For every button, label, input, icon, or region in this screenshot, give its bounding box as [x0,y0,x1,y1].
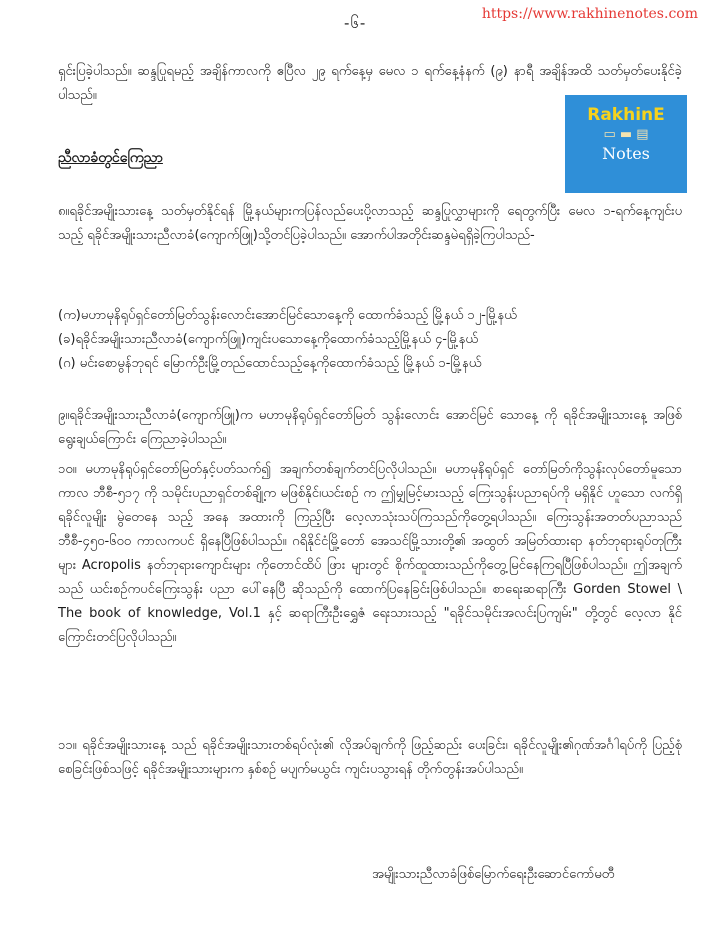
vote-list-item: (ခ)ရခိုင်အမျိုးသားညီလာခံ(ကျောက်ဖြူ)ကျင်းပသောနေ့ကိုထောက်ခံသည့်မြို့နယ် ၄-မြို့နယ် [58,332,478,347]
paragraph-9: ၉။ရခိုင်အမျိုးသားညီလာခံ(ကျောက်ဖြူ)က မဟာမုနိရုပ်ရှင်တော်မြတ် သွန်းလောင်း အောင်မြင် သောနေ့ ကို ရခိုင်အမျိုးသားနေ့ အဖြစ် ရွေးချယ်ကြောင်း ကြေညာခဲ့ပါသည်။ [58,408,682,447]
source-url-link[interactable]: https://www.rakhinenotes.com [481,6,698,22]
paragraph-11: ၁၁။ ရခိုင်အမျိုးသားနေ့ သည် ရခိုင်အမျိုးသားတစ်ရပ်လုံး၏ လိုအပ်ချက်ကို ဖြည့်ဆည်း ပေးခြင်း၊ ရခိုင်လူမျိုး၏ဂုဏ်အင်္ဂါရပ်ကို ပြည့်စုံစေခြင်းဖြစ်သဖြင့် ရခိုင်အမျိုးသားများက နှစ်စဉ် မပျက်မယွင်း ကျင်းပသွားရန် တိုက်တွန်းအပ်ပါသည်။ [58,738,682,777]
books-icon: ▭ ▬ ▤ [603,127,649,142]
section-heading: ညီလာခံတွင်ကြေညာ [58,150,163,166]
paragraph-8: ၈။ရခိုင်အမျိုးသားနေ့ သတ်မှတ်နိုင်ရန် မြို့နယ်များကပြန်လည်ပေးပို့လာသည့် ဆန္ဒပြုလွှာများကို ရေတွက်ပြီး မေလ ၁-ရက်နေ့ကျင်းပသည့် ရခိုင်အမျိုးသားညီလာခံ(ကျောက်ဖြူ)သို့တင်ပြခဲ့ပါသည်။ အောက်ပါအတိုင်းဆန္ဒမဲရရှိခဲ့ကြပါသည်- [58,204,682,243]
vote-list [58,304,682,376]
vote-list-item: (က)မဟာမုနိရုပ်ရှင်တော်မြတ်သွန်းလောင်းအောင်မြင်သောနေ့ကို ထောက်ခံသည့် မြို့နယ် ၁၂-မြို့နယ် [58,308,517,323]
page-number: -၆- [344,14,367,32]
rakhine-notes-logo [565,95,687,193]
intro-paragraph: ရှင်းပြခဲ့ပါသည်။ ဆန္ဒပြုရမည့် အချိန်ကာလကို ဧပြီလ ၂၉ ရက်နေ့မှ မေလ ၁ ရက်နေ့နံနက် (၉) နာရီ အချိန်အထိ သတ်မှတ်ပေးနိုင်ခဲ့ပါသည်။ [58,64,682,103]
paragraph-10: ၁၀။ မဟာမုနိရုပ်ရှင်တော်မြတ်နှင့်ပတ်သက်၍ အချက်တစ်ချက်တင်ပြလိုပါသည်။ မဟာမုနိရုပ်ရှင် တော်မြတ်ကိုသွန်းလုပ်တော်မူသောကာလ ဘီစီ-၅၁၇ ကို သမိုင်းပညာရှင်တစ်ချို့က မဖြစ်နိုင်၊ယင်းစဉ် က ဤမျှမြင့်မားသည့် ကြေးသွန်းပညာရပ်ကို မရှိနိုင် ဟူသော လက်ရှိ ရခိုင်လူမျိုး မွဲတေနေ သည့် အနေ အထားကို ကြည့်ပြီး လေ့လာသုံးသပ်ကြသည်ကိုတွေ့ရပါသည်။ ကြေးသွန်းအတတ်ပညာသည် ဘီစီ-၄၅၀-၆၀၀ ကာလကပင် ရှိနေပြီဖြစ်ပါသည်။ ဂရိနိုင်ငံမြို့တော် အေသင်မြို့သားတို့၏ အထွတ် အမြတ်ထားရာ နတ်ဘုရားရုပ်တုကြီးများ Acropolis နတ်ဘုရားကျောင်းများ ကိုတောင်ထိပ် ဖြား များတွင် စိုက်ထူထားသည်ကိုတွေ့မြင်နေကြရပြီဖြစ်ပါသည်။ ဤအချက်သည် ယင်းစဉ်ကပင်ကြေးသွန်း ပညာ ပေါ်နေပြီ ဆိုသည်ကို ထောက်ပြနေခြင်းဖြစ်ပါသည်။ စာရေးဆရာကြီး Gorden Stowel \ The book of knowledge, Vol.1 နှင့် ဆရာကြီးဦးရွှေဇံ ရေးသားသည့် "ရခိုင်သမိုင်းအလင်းပြကျမ်း" တို့တွင် လေ့လာ နိုင်ကြောင်းတင်ပြလိုပါသည်။ [58,462,682,645]
signature: အမျိုးသားညီလာခံဖြစ်မြောက်ရေးဦးဆောင်ကော်မတီ [372,867,615,882]
logo-text-top: RakhinE [587,105,665,125]
vote-list-item: (ဂ) မင်းစောမွန်ဘုရင် မြောက်ဦးမြို့တည်ထောင်သည့်နေ့ကိုထောက်ခံသည့် မြို့နယ် ၁-မြို့နယ် [58,356,482,371]
logo-text-bottom: Notes [602,144,650,163]
